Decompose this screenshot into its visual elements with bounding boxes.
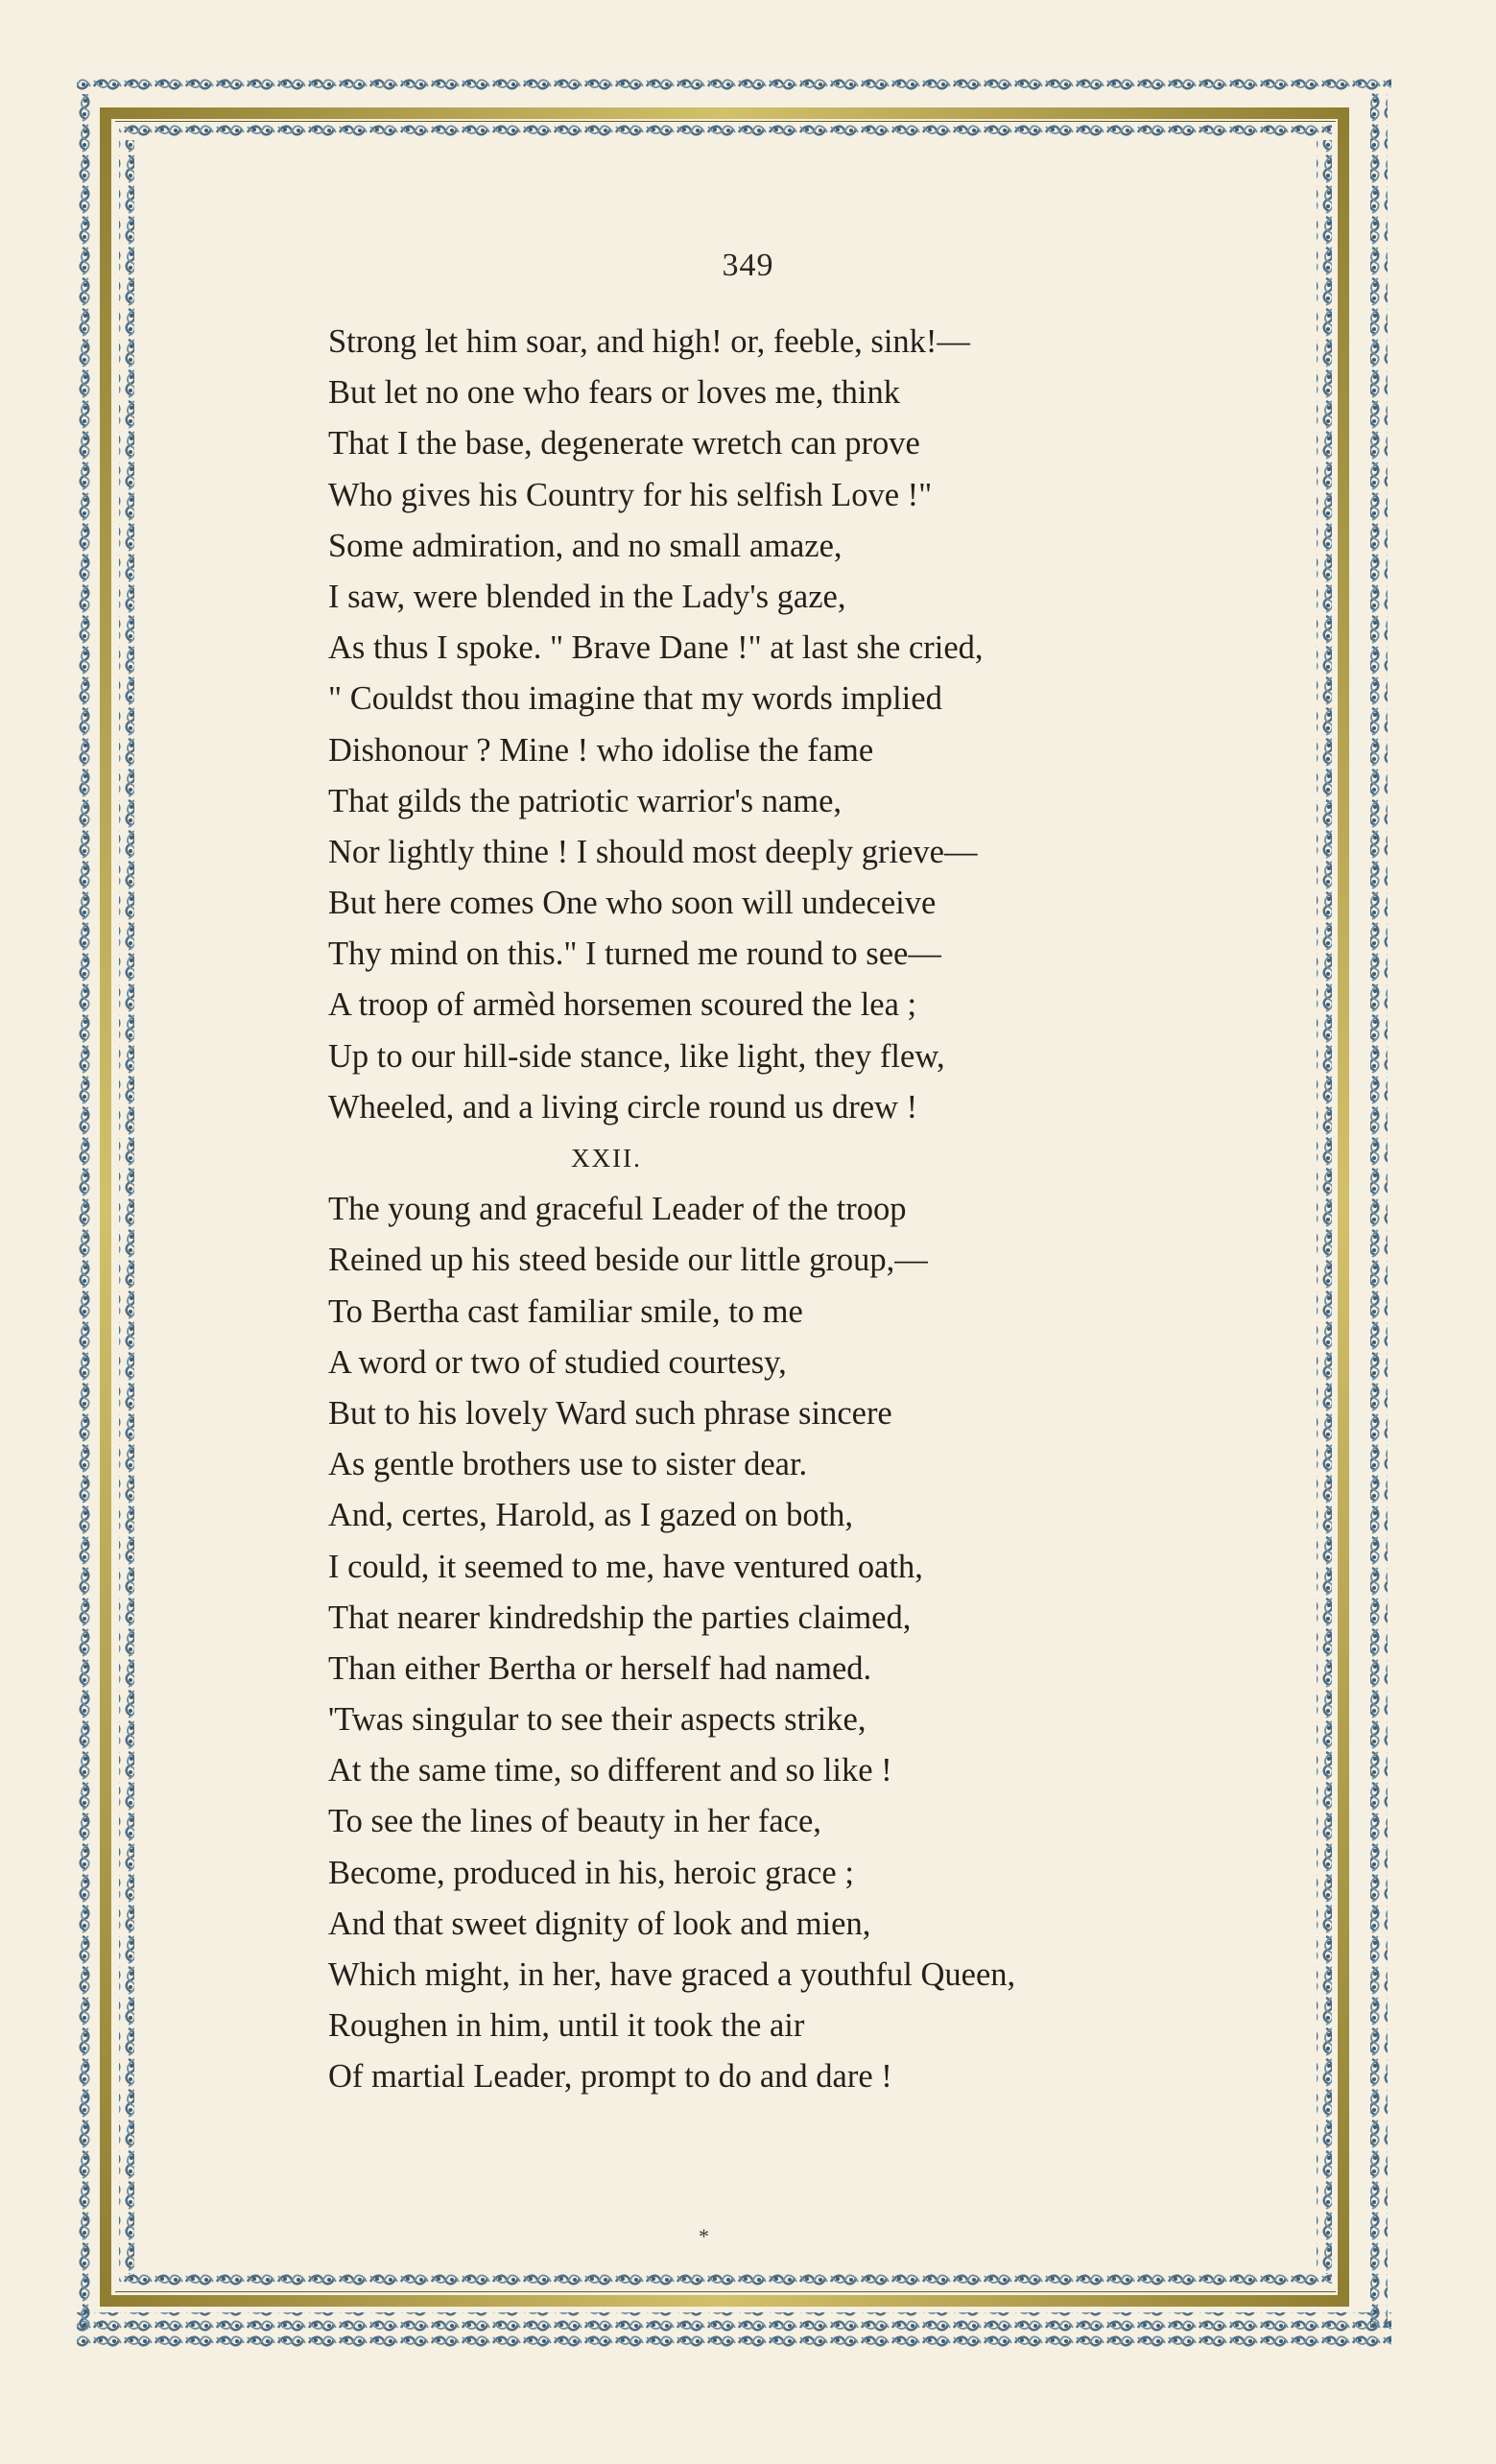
poem-line: " Couldst thou imagine that my words implied — [328, 680, 942, 718]
poem-line: And, certes, Harold, as I gazed on both, — [328, 1497, 854, 1534]
poem-line: That gilds the patriotic warrior's name, — [328, 782, 843, 819]
poem-line: But here comes One who soon will undeceive — [328, 885, 937, 922]
poem-line: Roughen in him, until it took the air — [328, 2007, 805, 2045]
signature-mark: * — [699, 2224, 709, 2248]
poem-line: Nor lightly thine ! I should most deeply grieve— — [328, 833, 978, 870]
poem-line: Some admiration, and no small amaze, — [328, 527, 843, 564]
poem-line: Which might, in her, have graced a youthful Queen, — [328, 1956, 1016, 1993]
poem-line: Up to our hill-side stance, like light, they flew, — [328, 1037, 945, 1075]
poem-line: The young and graceful Leader of the troop — [328, 1191, 907, 1228]
poem-line: Strong let him soar, and high! or, feeble, sink!— — [328, 323, 970, 360]
page-number: 349 — [722, 248, 774, 283]
poem-line: And that sweet dignity of look and mien, — [328, 1905, 871, 1942]
poem-line: But let no one who fears or loves me, think — [328, 374, 900, 412]
poem-line: To see the lines of beauty in her face, — [328, 1803, 821, 1840]
poem-line: Reined up his steed beside our little group,— — [328, 1242, 928, 1279]
poem-line: Who gives his Country for his selfish Love !" — [328, 476, 933, 513]
poem-line: That nearer kindredship the parties claimed, — [328, 1599, 912, 1636]
section-heading: XXII. — [571, 1144, 642, 1173]
poem-line: Of martial Leader, prompt to do and dare ! — [328, 2058, 892, 2096]
poem-line: Wheeled, and a living circle round us drew ! — [328, 1088, 918, 1125]
poem-line: Thy mind on this." I turned me round to see— — [328, 936, 941, 973]
poem-line: At the same time, so different and so like ! — [328, 1752, 892, 1789]
poem-line: Become, produced in his, heroic grace ; — [328, 1854, 854, 1891]
poem-line: Than either Bertha or herself had named. — [328, 1649, 872, 1687]
poem-line: I could, it seemed to me, have ventured oath, — [328, 1548, 923, 1585]
poem-line: A troop of armèd horsemen scoured the lea ; — [328, 986, 917, 1024]
poem-line: That I the base, degenerate wretch can prove — [328, 425, 920, 462]
poem-text — [328, 317, 1230, 2103]
poem-line: But to his lovely Ward such phrase sincere — [328, 1394, 892, 1432]
poem-line: 'Twas singular to see their aspects strike, — [328, 1701, 867, 1739]
poem-line: Dishonour ? Mine ! who idolise the fame — [328, 731, 874, 769]
poem-line: I saw, were blended in the Lady's gaze, — [328, 578, 846, 615]
poem-line: To Bertha cast familiar smile, to me — [328, 1292, 803, 1330]
poem-line: As thus I spoke. " Brave Dane !" at last she cried, — [328, 629, 984, 667]
poem-line: As gentle brothers use to sister dear. — [328, 1446, 808, 1483]
poem-line: A word or two of studied courtesy, — [328, 1343, 787, 1381]
